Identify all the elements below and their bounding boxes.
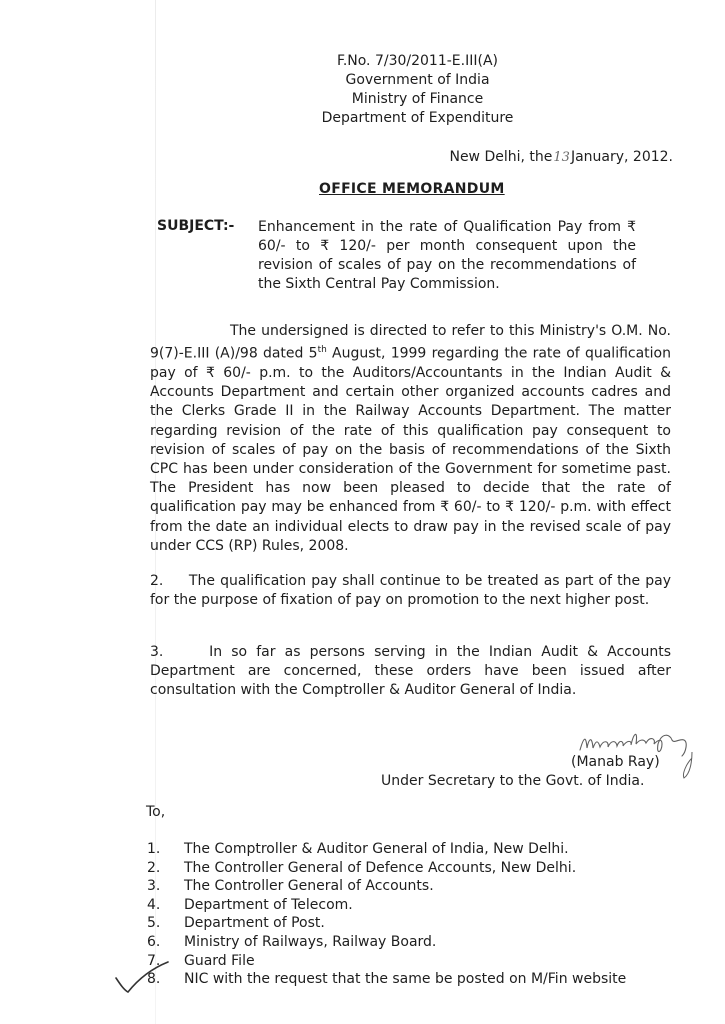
recipient-item <box>147 970 626 989</box>
dateline-prefix: New Delhi, the <box>449 149 553 165</box>
paragraph-2: 2. The qualification pay shall continue to be treated as part of the pay for the purpose of fixation of pay on promotion to the next higher post. <box>150 573 676 609</box>
recipient-item <box>147 859 626 878</box>
recipient-number: 4. <box>147 896 161 913</box>
signatory-name: (Manab Ray) <box>571 754 660 770</box>
recipient-text: Department of Telecom. <box>184 896 353 913</box>
letterhead <box>0 52 725 128</box>
recipient-number: 1. <box>147 841 161 857</box>
paragraph-1-start: The undersigned is directed to refer to this Ministry's O.M. No. 9(7)-E.III (A)/98 dated 5 <box>150 323 671 362</box>
ministry-name: Ministry of Finance <box>351 91 484 107</box>
recipient-item <box>147 914 626 933</box>
recipient-number: 3. <box>147 878 161 895</box>
recipient-item <box>147 952 626 971</box>
department-name: Department of Expenditure <box>321 110 514 126</box>
recipient-item <box>147 933 626 952</box>
ordinal-superscript: th <box>317 345 327 356</box>
recipient-list <box>147 840 626 989</box>
recipient-text: The Comptroller & Auditor General of India, New Delhi. <box>184 841 569 857</box>
recipient-item <box>147 877 626 896</box>
recipient-text: The Controller General of Defence Accounts, New Delhi. <box>184 859 577 876</box>
recipient-text: Department of Post. <box>184 915 325 932</box>
recipient-text: NIC with the request that the same be posted on M/Fin website <box>184 971 627 988</box>
recipient-number: 5. <box>147 915 161 932</box>
paragraph-1-rest: August, 1999 regarding the rate of qualification pay of ₹ 60/- p.m. to the Auditors/Accountants in the Indian Audit & Accounts Department and certain other organized accounts cadres and the Clerks Grade II in the Railway Accounts Department. The matter regarding revision of the rate of this qualification pay consequent to revision of scales of pay on the basis of recommendations of the Sixth CPC has been under consideration of the Government for sometime past. The President has now been pleased to decide that the rate of qualification pay may be enhanced from ₹ 60/- to ₹ 120/- p.m. with effect from the date an individual elects to draw pay in the revised scale of pay under CCS (RP) Rules, 2008. <box>150 345 671 554</box>
recipient-item <box>147 896 626 915</box>
recipient-number: 6. <box>147 933 161 950</box>
subject-text: Enhancement in the rate of Qualification Pay from ₹ 60/- to ₹ 120/- per month consequent upon the revision of scales of pay on the recommendations of the Sixth Central Pay Commission. <box>258 219 636 292</box>
dateline-day-handwritten: 13 <box>553 150 570 165</box>
subject-label: SUBJECT:- <box>157 218 235 234</box>
to-label: To, <box>146 804 166 820</box>
government-name: Government of India <box>345 72 490 88</box>
recipient-text: Guard File <box>184 952 255 969</box>
paragraph-1 <box>150 322 671 556</box>
recipient-number: 8. <box>147 971 161 988</box>
recipient-number: 7. <box>147 952 161 969</box>
dateline <box>449 149 673 165</box>
file-number: F.No. 7/30/2011-E.III(A) <box>337 53 498 69</box>
paragraph-3: 3. In so far as persons serving in the Indian Audit & Accounts Department are concerned, these orders have been issued after consultation with the Comptroller & Auditor General of India. <box>150 644 676 699</box>
recipient-text: The Controller General of Accounts. <box>184 878 434 895</box>
dateline-suffix: January, 2012. <box>570 149 673 165</box>
recipient-item <box>147 840 626 859</box>
signatory-designation: Under Secretary to the Govt. of India. <box>381 773 645 789</box>
handwritten-tick-mark-icon <box>112 960 172 996</box>
memo-title: OFFICE MEMORANDUM <box>319 181 505 197</box>
recipient-number: 2. <box>147 859 161 876</box>
recipient-text: Ministry of Railways, Railway Board. <box>184 933 437 950</box>
